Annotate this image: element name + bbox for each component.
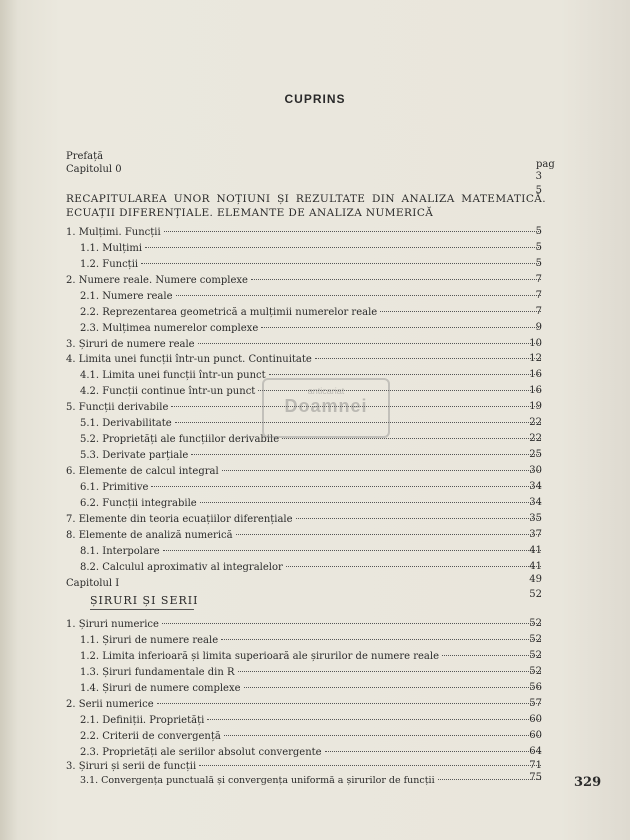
toc-entry: 5. Funcții derivabile xyxy=(66,401,544,414)
toc-entry: 1. Șiruri numerice xyxy=(66,618,544,631)
toc-page: 5 xyxy=(535,258,542,269)
toc-entry: 3.1. Convergența punctuală și convergența uniformă a șirurilor de funcții xyxy=(80,774,544,787)
toc-entry: 2. Serii numerice xyxy=(66,698,544,711)
toc-page: 12 xyxy=(529,353,542,364)
toc-entry: 8.1. Interpolare xyxy=(80,545,544,558)
toc-entry: 4. Limita unei funcții într-un punct. Continuitate xyxy=(66,353,544,366)
toc-entry: 2.1. Numere reale xyxy=(80,290,544,303)
toc-entry: 8. Elemente de analiză numerică xyxy=(66,529,544,542)
toc-page: 35 xyxy=(529,513,542,524)
toc-entry: 6. Elemente de calcul integral xyxy=(66,465,544,478)
toc-page: 7 xyxy=(535,290,542,301)
toc-page: 56 xyxy=(529,682,542,693)
toc-entry: 3. Șiruri de numere reale xyxy=(66,338,544,351)
extra-page: 75 xyxy=(529,772,542,783)
toc-entry: 1.2. Funcții xyxy=(80,258,544,271)
chapter-1-page: 49 xyxy=(529,574,542,585)
toc-entry: 1.4. Șiruri de numere complexe xyxy=(80,682,544,695)
toc-page: 52 xyxy=(529,618,542,629)
toc-entry: 1.1. Șiruri de numere reale xyxy=(80,634,544,647)
toc-page: 5 xyxy=(535,242,542,253)
preface-label: Prefață xyxy=(66,151,104,162)
toc-page: 52 xyxy=(529,666,542,677)
toc-page: 7 xyxy=(535,274,542,285)
toc-page: 37 xyxy=(529,529,542,540)
toc-page: 16 xyxy=(529,385,542,396)
chapter-0-label: Capitolul 0 xyxy=(66,164,122,175)
toc-entry: 2.3. Proprietăți ale seriilor absolut convergente xyxy=(80,746,544,759)
toc-entry: 2.2. Criterii de convergență xyxy=(80,730,544,743)
toc-page: 19 xyxy=(529,401,542,412)
toc-page: 41 xyxy=(529,545,542,556)
toc-page: 52 xyxy=(529,650,542,661)
watermark-logo: anticariat Doamnei xyxy=(262,378,390,438)
toc-page: 52 xyxy=(529,634,542,645)
toc-entry: 2.2. Reprezentarea geometrică a mulțimii numerelor reale xyxy=(80,306,544,319)
title-underline xyxy=(90,609,194,610)
toc-page: 22 xyxy=(529,417,542,428)
toc-page: 34 xyxy=(529,497,542,508)
extra-page: 52 xyxy=(529,589,542,600)
toc-page: 34 xyxy=(529,481,542,492)
toc-entry: 2. Numere reale. Numere complexe xyxy=(66,274,544,287)
toc-entry: 1.3. Șiruri fundamentale din R xyxy=(80,666,544,679)
chapter-1-label: Capitolul I xyxy=(66,578,120,589)
chapter-0-heading: RECAPITULAREA UNOR NOȚIUNI ȘI REZULTATE DIN ANALIZA MATEMATICĂ. ECUAȚII DIFERENȚIALE. ELEMANTE DE ANALIZA NUMERICĂ xyxy=(66,193,546,219)
toc-entry: 2.3. Mulțimea numerelor complexe xyxy=(80,322,544,335)
toc-page: 9 xyxy=(535,322,542,333)
toc-page: 41 xyxy=(529,561,542,572)
toc-page: 60 xyxy=(529,730,542,741)
toc-page: 25 xyxy=(529,449,542,460)
toc-entry: 3. Șiruri și serii de funcții xyxy=(66,760,544,773)
toc-page: 22 xyxy=(529,433,542,444)
chapter-1-title: ȘIRURI ȘI SERII xyxy=(90,594,199,607)
toc-page: 64 xyxy=(529,746,542,757)
toc-page: 16 xyxy=(529,369,542,380)
toc-page: 7 xyxy=(535,306,542,317)
toc-entry: 4.1. Limita unei funcții într-un punct xyxy=(80,369,544,382)
toc-entry: 5.2. Proprietăți ale funcțiilor derivabile xyxy=(80,433,544,446)
toc-entry: 8.2. Calculul aproximativ al integralelor xyxy=(80,561,544,574)
pag-label: pag xyxy=(536,159,555,170)
toc-entry: 5.1. Derivabilitate xyxy=(80,417,544,430)
chapter-0-page: 5 xyxy=(535,185,542,196)
page-title: CUPRINS xyxy=(284,92,346,106)
toc-entry: 4.2. Funcții continue într-un punct xyxy=(80,385,544,398)
toc-entry: 5.3. Derivate parțiale xyxy=(80,449,544,462)
toc-entry: 2.1. Definiții. Proprietăți xyxy=(80,714,544,727)
toc-page: 57 xyxy=(529,698,542,709)
toc-entry: 7. Elemente din teoria ecuațiilor diferențiale xyxy=(66,513,544,526)
toc-page: 10 xyxy=(529,338,542,349)
toc-entry: 6.2. Funcții integrabile xyxy=(80,497,544,510)
toc-page: 30 xyxy=(529,465,542,476)
toc-page: 60 xyxy=(529,714,542,725)
toc-entry: 6.1. Primitive xyxy=(80,481,544,494)
page-number: 329 xyxy=(574,775,602,790)
toc-entry: 1.1. Mulțimi xyxy=(80,242,544,255)
preface-page: 3 xyxy=(535,171,542,182)
toc-page: 5 xyxy=(535,226,542,237)
toc-entry: 1. Mulțimi. Funcții xyxy=(66,226,544,239)
toc-entry: 1.2. Limita inferioară și limita superioară ale șirurilor de numere reale xyxy=(80,650,544,663)
toc-page: 71 xyxy=(529,760,542,771)
